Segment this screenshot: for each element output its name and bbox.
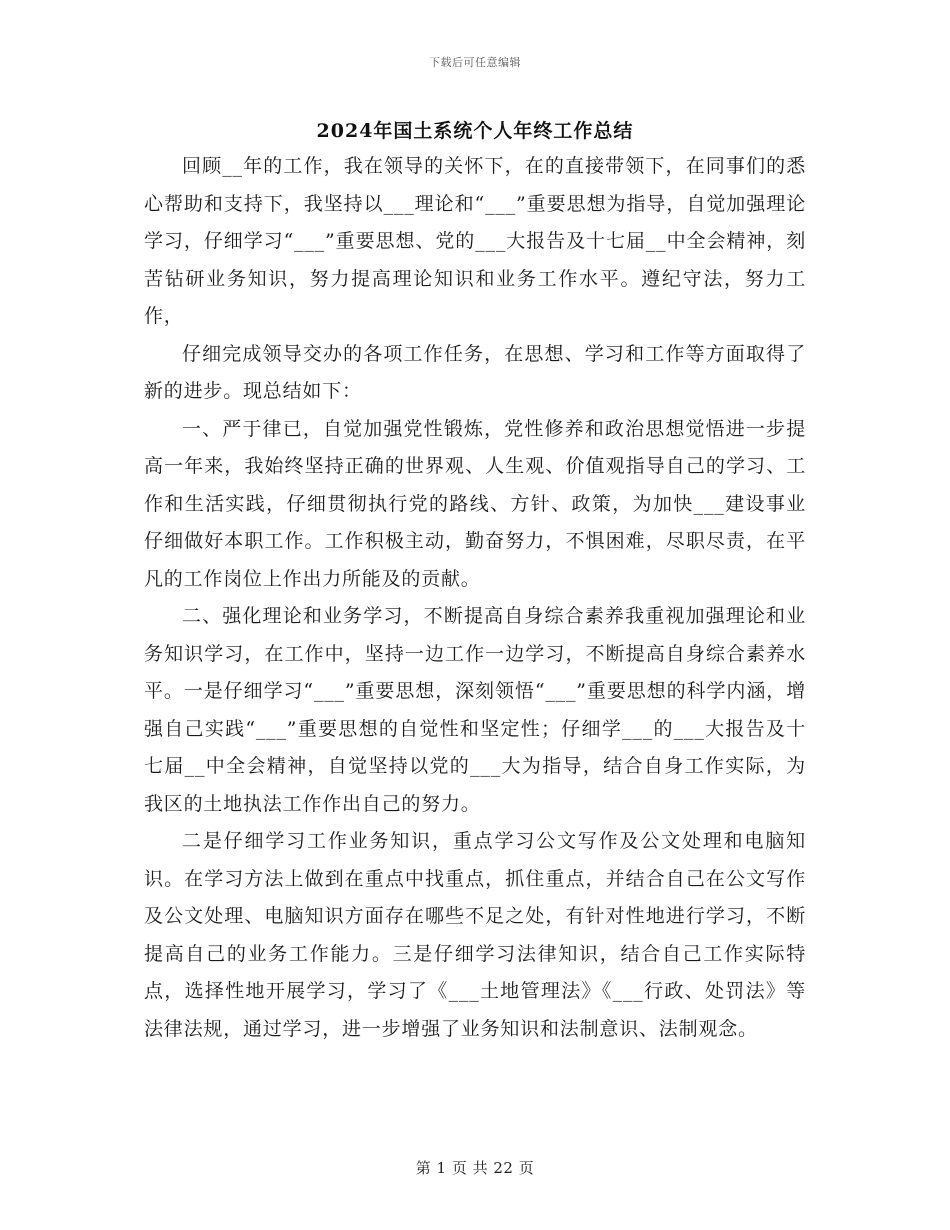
paragraph: 回顾__年的工作，我在领导的关怀下，在的直接带领下，在同事们的悉心帮助和支持下，我坚持以___理论和“___”重要思想为指导，自觉加强理论学习，仔细学习“___”重要思想、党的___大报告及十七届__中全会精神，刻苦钻研业务知识，努力提高理论知识和业务工作水平。遵纪守法，努力工作， [144, 155, 806, 327]
page-number-footer: 第 1 页 共 22 页 [415, 1159, 535, 1177]
paragraph: 一、严于律已，自觉加强党性锻炼，党性修养和政治思想觉悟进一步提高一年来，我始终坚持正确的世界观、人生观、价值观指导自己的学习、工作和生活实践，仔细贯彻执行党的路线、方针、政策，为加快___建设事业仔细做好本职工作。工作积极主动，勤奋努力，不惧困难，尽职尽责，在平凡的工作岗位上作出力所能及的贡献。 [144, 417, 806, 590]
paragraph: 仔细完成领导交办的各项工作任务，在思想、学习和工作等方面取得了新的进步。现总结如下： [144, 342, 806, 402]
document-body [144, 148, 806, 1048]
document-title: 2024年国土系统个人年终工作总结 [316, 120, 634, 142]
paragraph: 二、强化理论和业务学习，不断提高自身综合素养我重视加强理论和业务知识学习，在工作中，坚持一边工作一边学习，不断提高自身综合素养水平。一是仔细学习“___”重要思想，深刻领悟“___”重要思想的科学内涵，增强自己实践“___”重要思想的自觉性和坚定性；仔细学___的___大报告及十七届__中全会精神，自觉坚持以党的___大为指导，结合自身工作实际，为我区的土地执法工作作出自己的努力。 [144, 605, 806, 815]
paragraph: 二是仔细学习工作业务知识，重点学习公文写作及公文处理和电脑知识。在学习方法上做到在重点中找重点，抓住重点，并结合自己在公文写作及公文处理、电脑知识方面存在哪些不足之处，有针对性地进行学习，不断提高自己的业务工作能力。三是仔细学习法律知识，结合自己工作实际特点，选择性地开展学习，学习了《___土地管理法》《___行政、处罚法》等法律法规，通过学习，进一步增强了业务知识和法制意识、法制观念。 [144, 830, 806, 1040]
header-note: 下载后可任意编辑 [429, 56, 521, 69]
